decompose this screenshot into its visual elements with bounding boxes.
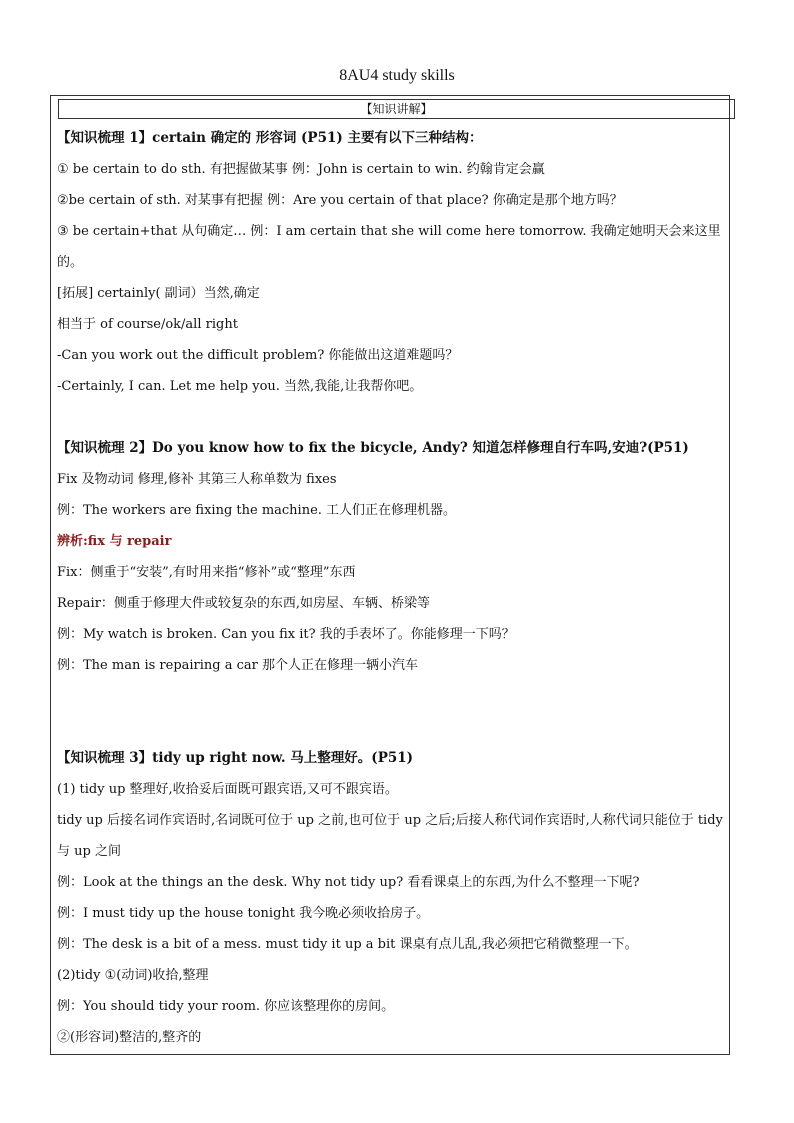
section-3-line: (1) tidy up 整理好,收拾妥后面既可跟宾语,又可不跟宾语。 <box>57 782 398 797</box>
section-1-heading: 【知识梳理 1】certain 确定的 形容词 (P51) 主要有以下三种结构： <box>57 130 483 146</box>
section-1-line: ③ be certain+that 从句确定… 例：I am certain that she will come here tomorrow. 我确定她明天会来这里的。 <box>57 224 721 270</box>
section-2-line: Fix：侧重于“安装”,有时用来指“修补”或“整理”东西 <box>57 565 356 580</box>
section-3-line: 例：I must tidy up the house tonight 我今晚必须收拾房子。 <box>57 906 430 921</box>
section-1-line: -Can you work out the difficult problem? 你能做出这道难题吗？ <box>57 348 459 363</box>
section-3-line: ②(形容词)整洁的,整齐的 <box>57 1030 202 1045</box>
section-3-heading: 【知识梳理 3】tidy up right now. 马上整理好。(P51) <box>57 750 414 766</box>
section-1-line: [拓展] certainly( 副词）当然,确定 <box>57 286 260 301</box>
section-3-line: 例：Look at the things an the desk. Why not tidy up? 看看课桌上的东西,为什么不整理一下呢? <box>57 875 640 890</box>
section-2-line: 例：The workers are fixing the machine. 工人们正在修理机器。 <box>57 503 457 518</box>
content-body <box>57 123 725 1053</box>
section-3-line: 例：You should tidy your room. 你应该整理你的房间。 <box>57 999 395 1014</box>
section-1-line: 相当于 of course/ok/all right <box>57 317 238 332</box>
section-2-line: Repair：侧重于修理大件或较复杂的东西,如房屋、车辆、桥梁等 <box>57 596 431 611</box>
spacer <box>57 402 725 433</box>
section-2-line: 例：My watch is broken. Can you fix it? 我的手表坏了。你能修理一下吗？ <box>57 627 515 642</box>
section-3-line: tidy up 后接名词作宾语时,名词既可位于 up 之前,也可位于 up 之后;后接人称代词作宾语时,人称代词只能位于 tidy 与 up 之间 <box>57 813 723 859</box>
spacer <box>57 681 725 743</box>
section-3-line: 例：The desk is a bit of a mess. must tidy it up a bit 课桌有点儿乱,我必须把它稍微整理一下。 <box>57 937 638 952</box>
section-header: 【知识讲解】 <box>58 99 735 119</box>
section-1-line: ②be certain of sth. 对某事有把握 例：Are you certain of that place? 你确定是那个地方吗？ <box>57 193 623 208</box>
section-2-line: Fix 及物动词 修理,修补 其第三人称单数为 fixes <box>57 472 337 487</box>
section-1-line: -Certainly, I can. Let me help you. 当然,我能,让我帮你吧。 <box>57 379 423 394</box>
section-1-line: ① be certain to do sth. 有把握做某事 例：John is certain to win. 约翰肯定会赢 <box>57 162 545 177</box>
section-2-heading: 【知识梳理 2】Do you know how to fix the bicycle, Andy? 知道怎样修理自行车吗,安迪?(P51) <box>57 440 689 456</box>
section-3-line: (2)tidy ①(动词)收拾,整理 <box>57 968 209 983</box>
page-title: 8AU4 study skills <box>339 67 455 84</box>
section-2-subheading: 辨析:fix 与 repair <box>57 534 172 549</box>
section-2-line: 例：The man is repairing a car 那个人正在修理一辆小汽车 <box>57 658 419 673</box>
